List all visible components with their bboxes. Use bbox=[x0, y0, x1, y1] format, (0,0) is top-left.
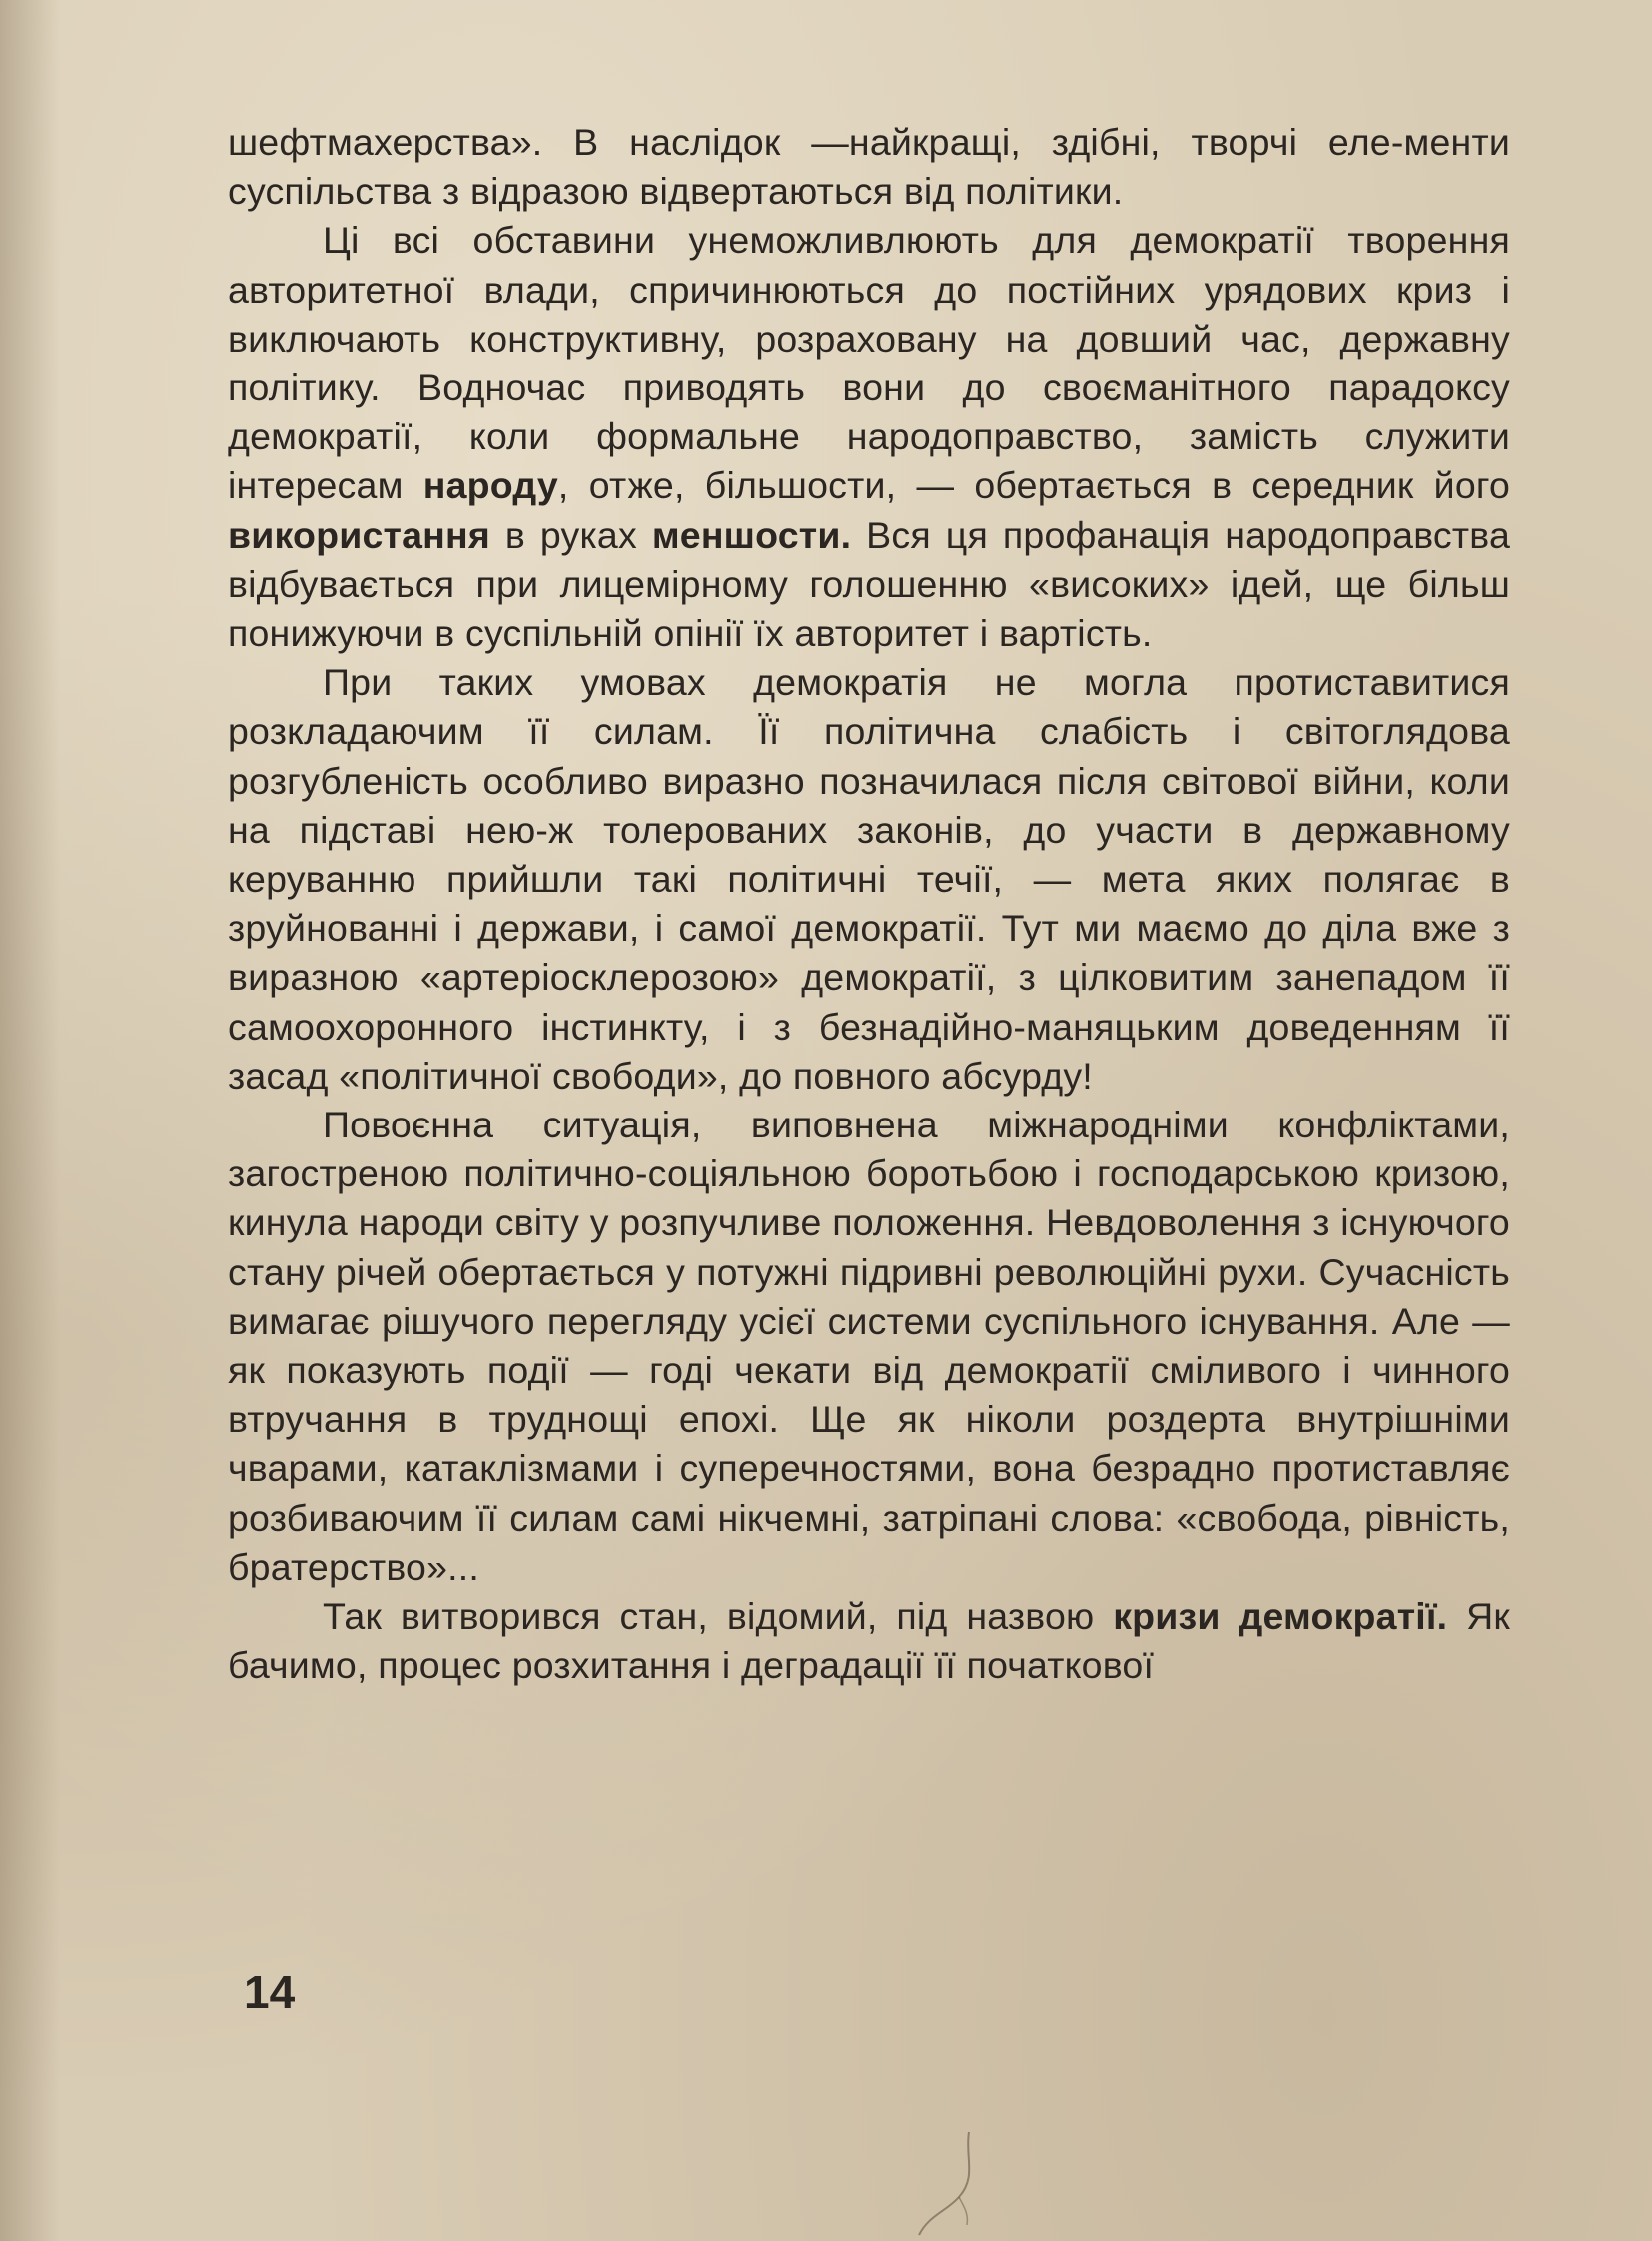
paragraph-5-part-2: кризи демократії. bbox=[1113, 1595, 1448, 1638]
paragraph-3-part-1: При таких умовах демократія не могла протиставитися розкладаючим її силам. Її політична слабість і світоглядова розгубленість особливо виразно позначилася після світової війни, коли на підставі нею-ж толерованих законів, до участи в державному керуванню прийшли такі політичні течії, — мета яких полягає в зруйнованні і держави, і самої демократії. Тут ми маємо до діла вже з виразною «артеріосклерозою» демократії, з цілковитим занепадом її самоохоронного інстинкту, і з безнадійно-маняцьким доведенням її засад «політичної свободи», до повного абсурду! bbox=[228, 661, 1510, 1097]
paragraph-5-part-3: Як бачимо, процес розхитання і деградації її початкової bbox=[228, 1595, 1510, 1687]
paragraph-2-part-2: народу bbox=[422, 464, 558, 507]
paragraph-2-part-3: , отже, більшости, — обертається в середник його bbox=[557, 464, 1510, 507]
paragraph-2-part-1: Ці всі обставини унеможливлюють для демократії творення авторитетної влади, спричинюються до постійних урядових криз і виключають конструктивну, розраховану на довший час, державну політику. Водночас приводять вони до своєманітного парадоксу демократії, коли формальне народоправство, замість служити інтересам bbox=[228, 219, 1510, 507]
paragraph-5 bbox=[228, 1592, 1510, 1690]
paragraph-4 bbox=[228, 1101, 1510, 1592]
paragraph-5-part-1: Так витворився стан, відомий, під назвою bbox=[323, 1595, 1114, 1638]
paragraph-1 bbox=[228, 118, 1510, 216]
paper-crease-mark bbox=[899, 2127, 1019, 2237]
paragraph-2-part-7: Вся ця профанація народоправства відбувається при лицемірному голошенню «високих» ідей, ще більш понижуючи в суспільній опінії їх авторитет і вартість. bbox=[228, 513, 1510, 655]
paragraph-2 bbox=[228, 216, 1510, 658]
paragraph-3 bbox=[228, 658, 1510, 1101]
paragraph-2-part-6: меншости. bbox=[651, 513, 852, 556]
page-number: 14 bbox=[244, 1966, 296, 2018]
body-text bbox=[228, 118, 1510, 1691]
page-edge-shadow bbox=[0, 0, 60, 2241]
paragraph-4-part-1: Повоєнна ситуація, виповнена міжнародніми конфліктами, загостреною політично-соціяльною боротьбою і господарською кризою, кинула народи світу у розпучливе положення. Невдоволення з існуючого стану річей обертається у потужні підривні революційні рухи. Сучасність вимагає рішучого перегляду усієї системи суспільного існування. Але — як показують події — годі чекати від демократії сміливого і чинного втручання в труднощі епохі. Ще як ніколи роздерта внутрішніми чварами, катаклізмами і суперечностями, вона безрадно протиставляє розбиваючим її силам самі нікчемні, затріпані слова: «свобода, рівність, братерство»... bbox=[228, 1104, 1510, 1588]
paragraph-2-part-5: в руках bbox=[489, 513, 652, 556]
paragraph-2-part-4: використання bbox=[228, 513, 490, 556]
paragraph-1-part-1: шефтмахерства». В наслідок —найкращі, здібні, творчі еле-менти суспільства з відразою відвертаються від політики. bbox=[228, 121, 1510, 213]
